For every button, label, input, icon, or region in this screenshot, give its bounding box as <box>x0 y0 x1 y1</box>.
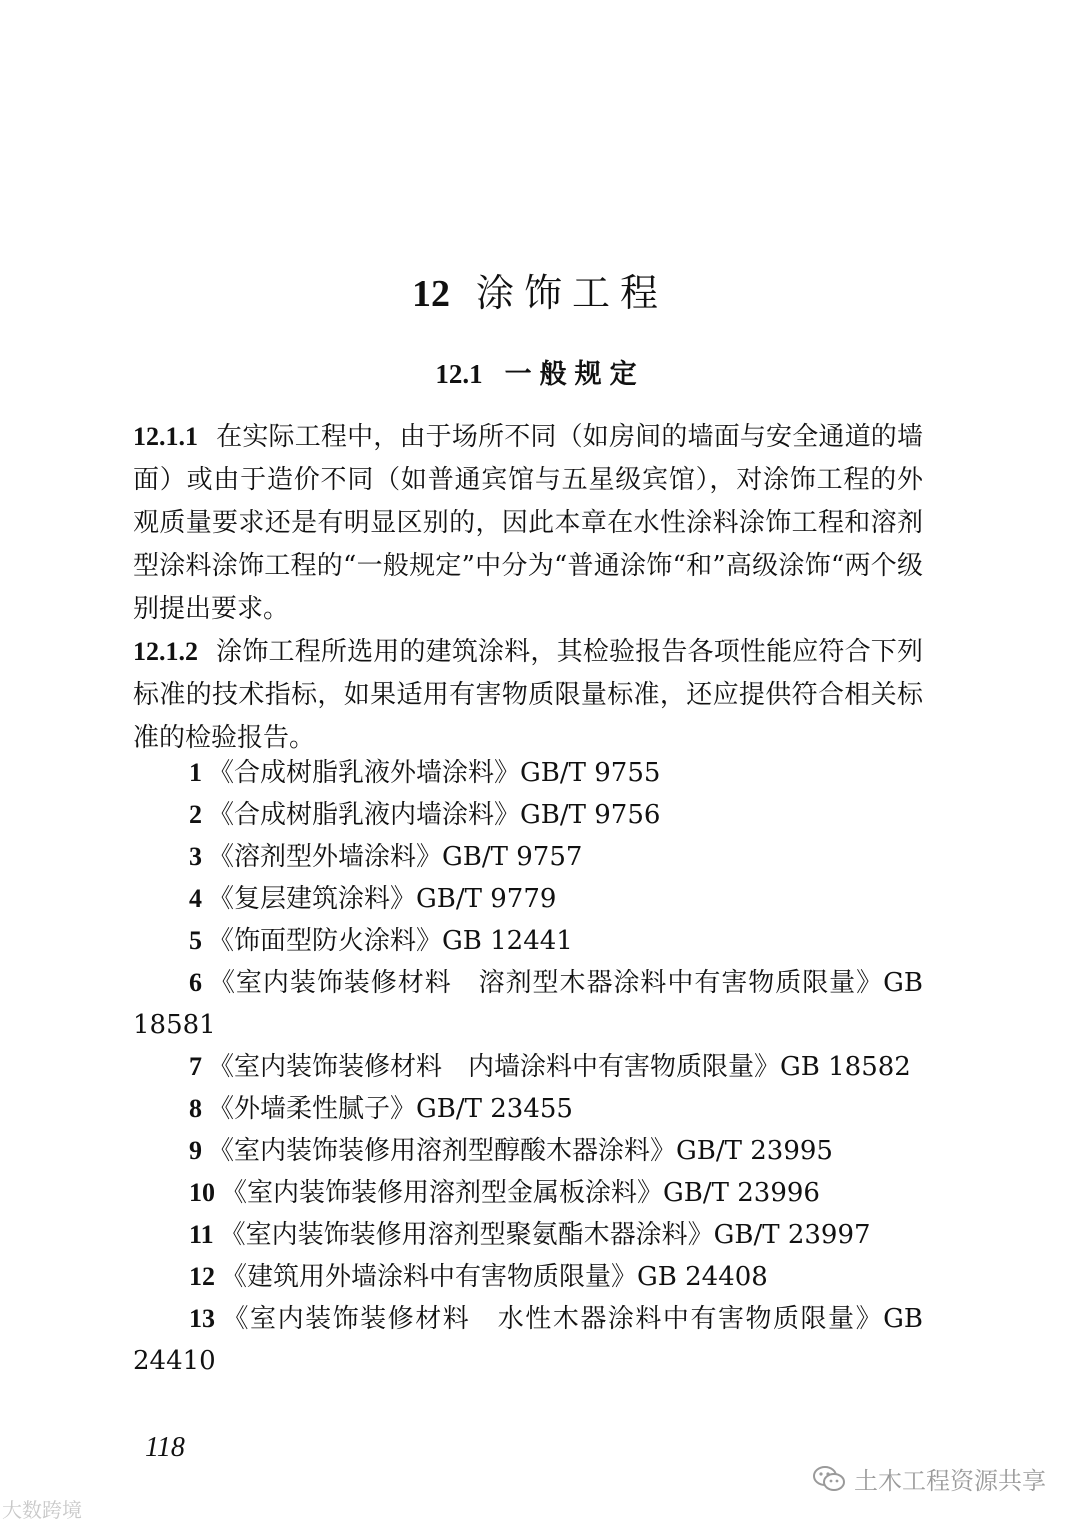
item-text: 《饰面型防火涂料》GB 12441 <box>208 926 573 956</box>
item-number: 9 <box>189 1136 202 1165</box>
chapter-title-text: 涂饰工程 <box>475 271 668 315</box>
list-item <box>133 1298 923 1382</box>
item-text: 《室内装饰装修材料 水性木器涂料中有害物质限量》GB 24410 <box>133 1304 923 1376</box>
item-number: 4 <box>189 884 202 913</box>
list-item <box>133 836 923 878</box>
list-item <box>133 794 923 836</box>
list-item <box>133 1046 923 1088</box>
page-number: 118 <box>145 1432 185 1463</box>
chapter-number: 12 <box>411 273 450 315</box>
item-text: 《室内装饰装修材料 溶剂型木器涂料中有害物质限量》GB 18581 <box>133 968 923 1040</box>
list-item <box>133 920 923 962</box>
item-text: 《建筑用外墙涂料中有害物质限量》GB 24408 <box>221 1262 768 1292</box>
item-text: 《室内装饰装修材料 内墙涂料中有害物质限量》GB 18582 <box>208 1052 911 1082</box>
wechat-icon <box>812 1464 846 1494</box>
clause-12-1-1 <box>133 415 923 631</box>
item-number: 6 <box>189 968 202 997</box>
clause-12-1-2 <box>133 630 923 760</box>
item-text: 《室内装饰装修用溶剂型聚氨酯木器涂料》GB/T 23997 <box>219 1220 871 1250</box>
list-item <box>133 1130 923 1172</box>
item-text: 《室内装饰装修用溶剂型醇酸木器涂料》GB/T 23995 <box>208 1136 833 1166</box>
list-item <box>133 1172 923 1214</box>
item-number: 8 <box>189 1094 202 1123</box>
item-number: 5 <box>189 926 202 955</box>
watermark-left: 大数跨境 <box>2 1498 82 1522</box>
list-item <box>133 1256 923 1298</box>
watermark-right <box>812 1461 1046 1496</box>
item-text: 《外墙柔性腻子》GB/T 23455 <box>208 1094 573 1124</box>
item-number: 7 <box>189 1052 202 1081</box>
item-text: 《合成树脂乳液外墙涂料》GB/T 9755 <box>208 758 661 788</box>
list-item <box>133 1214 923 1256</box>
list-item <box>133 878 923 920</box>
item-text: 《合成树脂乳液内墙涂料》GB/T 9756 <box>208 800 661 830</box>
item-text: 《复层建筑涂料》GB/T 9779 <box>208 884 557 914</box>
list-item <box>133 752 923 794</box>
item-text: 《室内装饰装修用溶剂型金属板涂料》GB/T 23996 <box>221 1178 820 1208</box>
item-text: 《溶剂型外墙涂料》GB/T 9757 <box>208 842 583 872</box>
chapter-title <box>0 262 1080 317</box>
standards-list <box>133 752 923 1382</box>
list-item <box>133 1088 923 1130</box>
item-number: 3 <box>189 842 202 871</box>
item-number: 2 <box>189 800 202 829</box>
clause-number: 12.1.2 <box>133 637 198 666</box>
section-number: 12.1 <box>435 359 483 389</box>
section-title-text: 一般规定 <box>504 359 645 390</box>
list-item <box>133 962 923 1046</box>
item-number: 11 <box>189 1220 214 1249</box>
clause-text: 在实际工程中，由于场所不同（如房间的墙面与安全通道的墙面）或由于造价不同（如普通宾馆与五星级宾馆），对涂饰工程的外观质量要求还是有明显区别的，因此本章在水性涂料涂饰工程和溶剂型涂料涂饰工程的“一般规定”中分为“普通涂饰“和”高级涂饰“两个级别提出要求。 <box>133 422 923 624</box>
item-number: 10 <box>189 1178 215 1207</box>
item-number: 12 <box>189 1262 215 1291</box>
watermark-right-text: 土木工程资源共享 <box>854 1467 1046 1495</box>
clause-text: 涂饰工程所选用的建筑涂料，其检验报告各项性能应符合下列标准的技术指标，如果适用有害物质限量标准，还应提供符合相关标准的检验报告。 <box>133 637 923 753</box>
section-title <box>0 352 1080 391</box>
item-number: 13 <box>189 1304 215 1333</box>
clause-number: 12.1.1 <box>133 422 198 451</box>
item-number: 1 <box>189 758 202 787</box>
